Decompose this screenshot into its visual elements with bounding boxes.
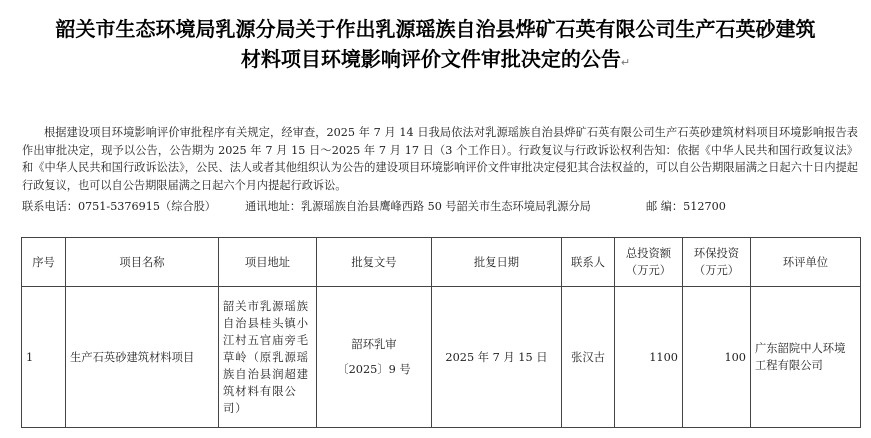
- cell-doc-no: [317, 287, 432, 428]
- table-header-row: [22, 238, 861, 287]
- cell-date: 2025 年 7 月 15 日: [432, 287, 562, 428]
- approval-table: [21, 237, 861, 428]
- header-investment: 总投资额（万元）: [615, 238, 683, 287]
- title-line-2-text: 材料项目环境影响评价文件审批决定的公告: [240, 47, 621, 71]
- cell-name: 生产石英砂建筑材料项目: [66, 287, 219, 428]
- header-name: 项目名称: [66, 238, 219, 287]
- body-paragraph: 根据建设项目环境影响评价审批程序有关规定，经审查，2025 年 7 月 14 日我局依法对乳源瑶族自治县烨矿石英有限公司生产石英砂建筑材料项目环境影响报告表作出审批决定，现予以公告，公告期为 2025 年 7 月 15 日～2025 年 7 月 17 日（3 个工作日）。行政复议与行政诉讼权利告知：依据《中华人民共和国行政复议法》和《中华人民共和国行政诉讼法》，公民、法人或者其他组织认为公告的建设项目环境影响评价文件审批决定侵犯其合法权益的，可以自公告期限届满之日起六十日内提起行政复议，也可以自公告期限届满之日起六个月内提起行政诉讼。: [22, 126, 858, 192]
- contact-line: [22, 199, 862, 215]
- header-address: 项目地址: [219, 238, 317, 287]
- header-date: 批复日期: [432, 238, 562, 287]
- announcement-body: [22, 124, 858, 194]
- header-doc-no: 批复文号: [317, 238, 432, 287]
- cell-investment: 1100: [615, 287, 683, 428]
- header-eia-unit: 环评单位: [751, 238, 861, 287]
- title-line-1: 韶关市生态环境局乳源分局关于作出乳源瑶族自治县烨矿石英有限公司生产石英砂建筑: [55, 17, 816, 41]
- paragraph-mark: ↵: [620, 56, 631, 69]
- table-row: [22, 287, 861, 428]
- cell-eia-unit: 广东韶院中人环境工程有限公司: [751, 287, 861, 428]
- header-env-investment: 环保投资（万元）: [683, 238, 751, 287]
- cell-env-investment: 100: [683, 287, 751, 428]
- title-line-2: [0, 44, 871, 78]
- header-seq: 序号: [22, 238, 66, 287]
- contact-address: 通讯地址：乳源瑶族自治县鹰峰西路 50 号韶关市生态环境局乳源分局: [245, 200, 591, 213]
- doc-no-line-2: 〔2025〕9 号: [337, 363, 411, 376]
- cell-seq: 1: [22, 287, 66, 428]
- cell-contact: 张汉古: [562, 287, 615, 428]
- contact-phone: 联系电话：0751-5376915（综合股）: [22, 200, 216, 213]
- header-contact: 联系人: [562, 238, 615, 287]
- announcement-title: [0, 14, 871, 78]
- cell-address: 韶关市乳源瑶族自治县桂头镇小江村五官庙旁毛草岭（原乳源瑶族自治县润超建筑材料有限公司）: [219, 287, 317, 428]
- contact-postcode: 邮 编：512700: [646, 200, 726, 213]
- doc-no-line-1: 韶环乳审: [351, 338, 397, 351]
